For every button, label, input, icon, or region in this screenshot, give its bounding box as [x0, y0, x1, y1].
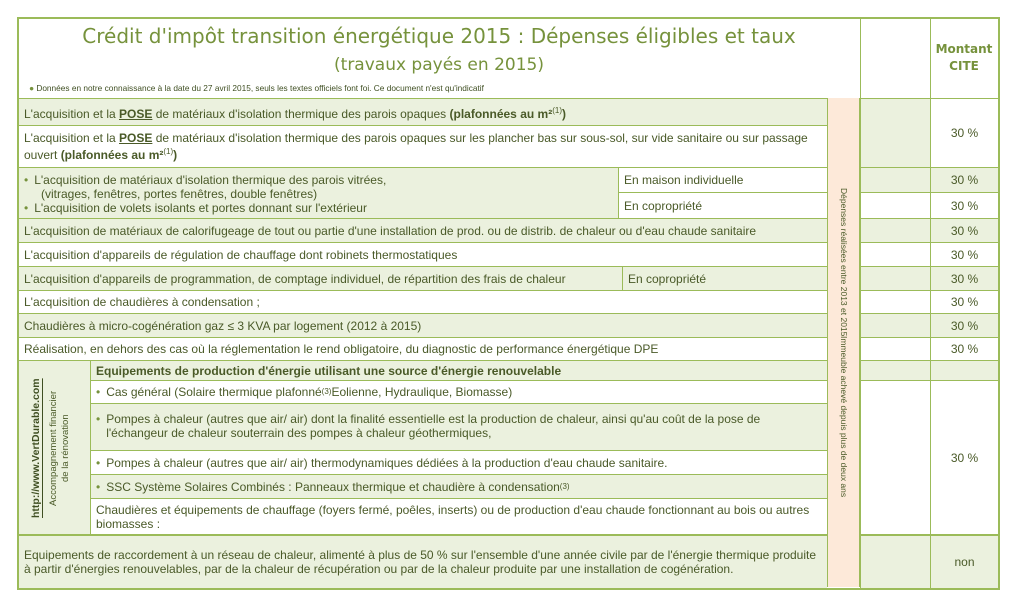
renewable-item-pac-ecs: • Pompes à chaleur (autres que air/ air) thermodynamiques dédiées à la production d'eau chaude sanitaire. — [90, 450, 827, 474]
row-calorifugeage: L'acquisition de matériaux de calorifugeage de tout ou partie d'une installation de prod. ou de distrib. de chaleur ou d'eau chaude sanitaire — [19, 218, 827, 242]
page-title: Crédit d'impôt transition énergétique 2015 : Dépenses éligibles et taux — [82, 24, 796, 48]
row-programmation: L'acquisition d'appareils de programmation, de comptage individuel, de répartition des frais de chaleur — [19, 266, 622, 290]
rate-cell: 30 % — [930, 337, 998, 360]
rate-cell: 30 % — [930, 380, 998, 534]
row-8-mid-cell — [860, 313, 930, 337]
row-reseau-chaleur: Equipements de raccordement à un réseau de chaleur, alimenté à plus de 50 % sur l'ensemble d'une année civile par de l'énergie thermique produite à partir d'énergies renouvelables, par de la chaleur de récupération ou par de la chaleur produite par une installation de cogénération. — [19, 534, 827, 588]
row-dpe: Réalisation, en dehors des cas où la réglementation le rend obligatoire, du diagnostic de performance énergétique DPE — [19, 337, 827, 360]
sub-maison-individuelle: En maison individuelle — [618, 167, 827, 192]
row-7-mid-cell — [860, 290, 930, 313]
period-note: Dépenses réalisées entre 2013 et 2015 Immeuble achevé depuis plus de deux ans — [839, 187, 849, 498]
rate-cell: 30 % — [930, 192, 998, 218]
renewable-item-biomasse: Chaudières et équipements de chauffage (foyers fermé, poêles, inserts) ou de production d'eau chaude fonctionnant au bois ou autres biomasses : — [90, 498, 827, 534]
renewable-item-general: • Cas général (Solaire thermique plafonné (3) Eolienne, Hydraulique, Biomasse) — [90, 380, 827, 403]
disclaimer: ● Données en notre connaissance à la date du 27 avril 2015, seuls les textes officiels font foi. Ce document n'est qu'indicatif — [29, 83, 484, 93]
renewable-header-rate-cell — [930, 360, 998, 380]
renewable-item-pac: • Pompes à chaleur (autres que air/ air) dont la finalité essentielle est la production de chaleur, ainsi qu'au coût de la pose de l'échangeur de chaleur souterrain des pompes à chaleur géothermiques, — [90, 403, 827, 450]
row-regulation: L'acquisition d'appareils de régulation de chauffage dont robinets thermostatiques — [19, 242, 827, 266]
rows-1-2-mid-cell — [860, 98, 930, 167]
sub-copropriete-2: En copropriété — [622, 266, 827, 290]
sub-copropriete: En copropriété — [618, 192, 827, 218]
row-3b-mid-cell — [860, 192, 930, 218]
rate-cell: 30 % — [930, 218, 998, 242]
row-plancher-bas: L'acquisition et la POSE de matériaux d'isolation thermique des parois opaques sur les plancher bas sur sous-sol, sur vide sanitaire ou sur passage ouvert (plafonnées au m²$^{(1)}$) — [19, 125, 827, 167]
renewable-header-mid-cell — [860, 360, 930, 380]
row-9-mid-cell — [860, 337, 930, 360]
vertdurable-link[interactable]: http://www.VertDurable.com — [30, 378, 42, 518]
row-5-mid-cell — [860, 242, 930, 266]
side-caption: Accompagnement financier de la rénovation — [48, 390, 71, 506]
page-subtitle: (travaux payés en 2015) — [334, 55, 544, 75]
renewable-mid-cell — [860, 380, 930, 534]
row-parois-opaques: L'acquisition et la POSE de matériaux d'isolation thermique des parois opaques (plafonnées au m²$^{(1)}$) — [19, 98, 827, 125]
renewable-section-title: Equipements de production d'énergie utilisant une source d'énergie renouvelable — [90, 360, 827, 380]
period-note-column — [827, 98, 860, 587]
row-micro-cogeneration: Chaudières à micro-cogénération gaz ≤ 3 KVA par logement (2012 à 2015) — [19, 313, 827, 337]
rate-cell: 30 % — [930, 290, 998, 313]
rate-cell: 30 % — [930, 98, 998, 167]
renewable-item-ssc: • SSC Système Solaires Combinés : Panneaux thermique et chaudière à condensation (3) — [90, 474, 827, 498]
row-last-mid-cell — [860, 534, 930, 588]
header-spacer-cell — [860, 19, 930, 98]
row-chaudieres-condensation: L'acquisition de chaudières à condensation ; — [19, 290, 827, 313]
montant-header-label: Montant CITE — [935, 42, 993, 73]
rate-cell: 30 % — [930, 313, 998, 337]
row-6-mid-cell — [860, 266, 930, 290]
rate-cell: 30 % — [930, 167, 998, 192]
rate-cell: non — [930, 534, 998, 588]
row-4-mid-cell — [860, 218, 930, 242]
row-3a-mid-cell — [860, 167, 930, 192]
rate-cell: 30 % — [930, 266, 998, 290]
rate-cell: 30 % — [930, 242, 998, 266]
row-parois-vitrees: • L'acquisition de matériaux d'isolation thermique des parois vitrées, (vitrages, fenêtres, portes fenêtres, double fenêtres) • L'acquisition de volets isolants et portes donnant sur l'extérieur — [19, 167, 618, 218]
